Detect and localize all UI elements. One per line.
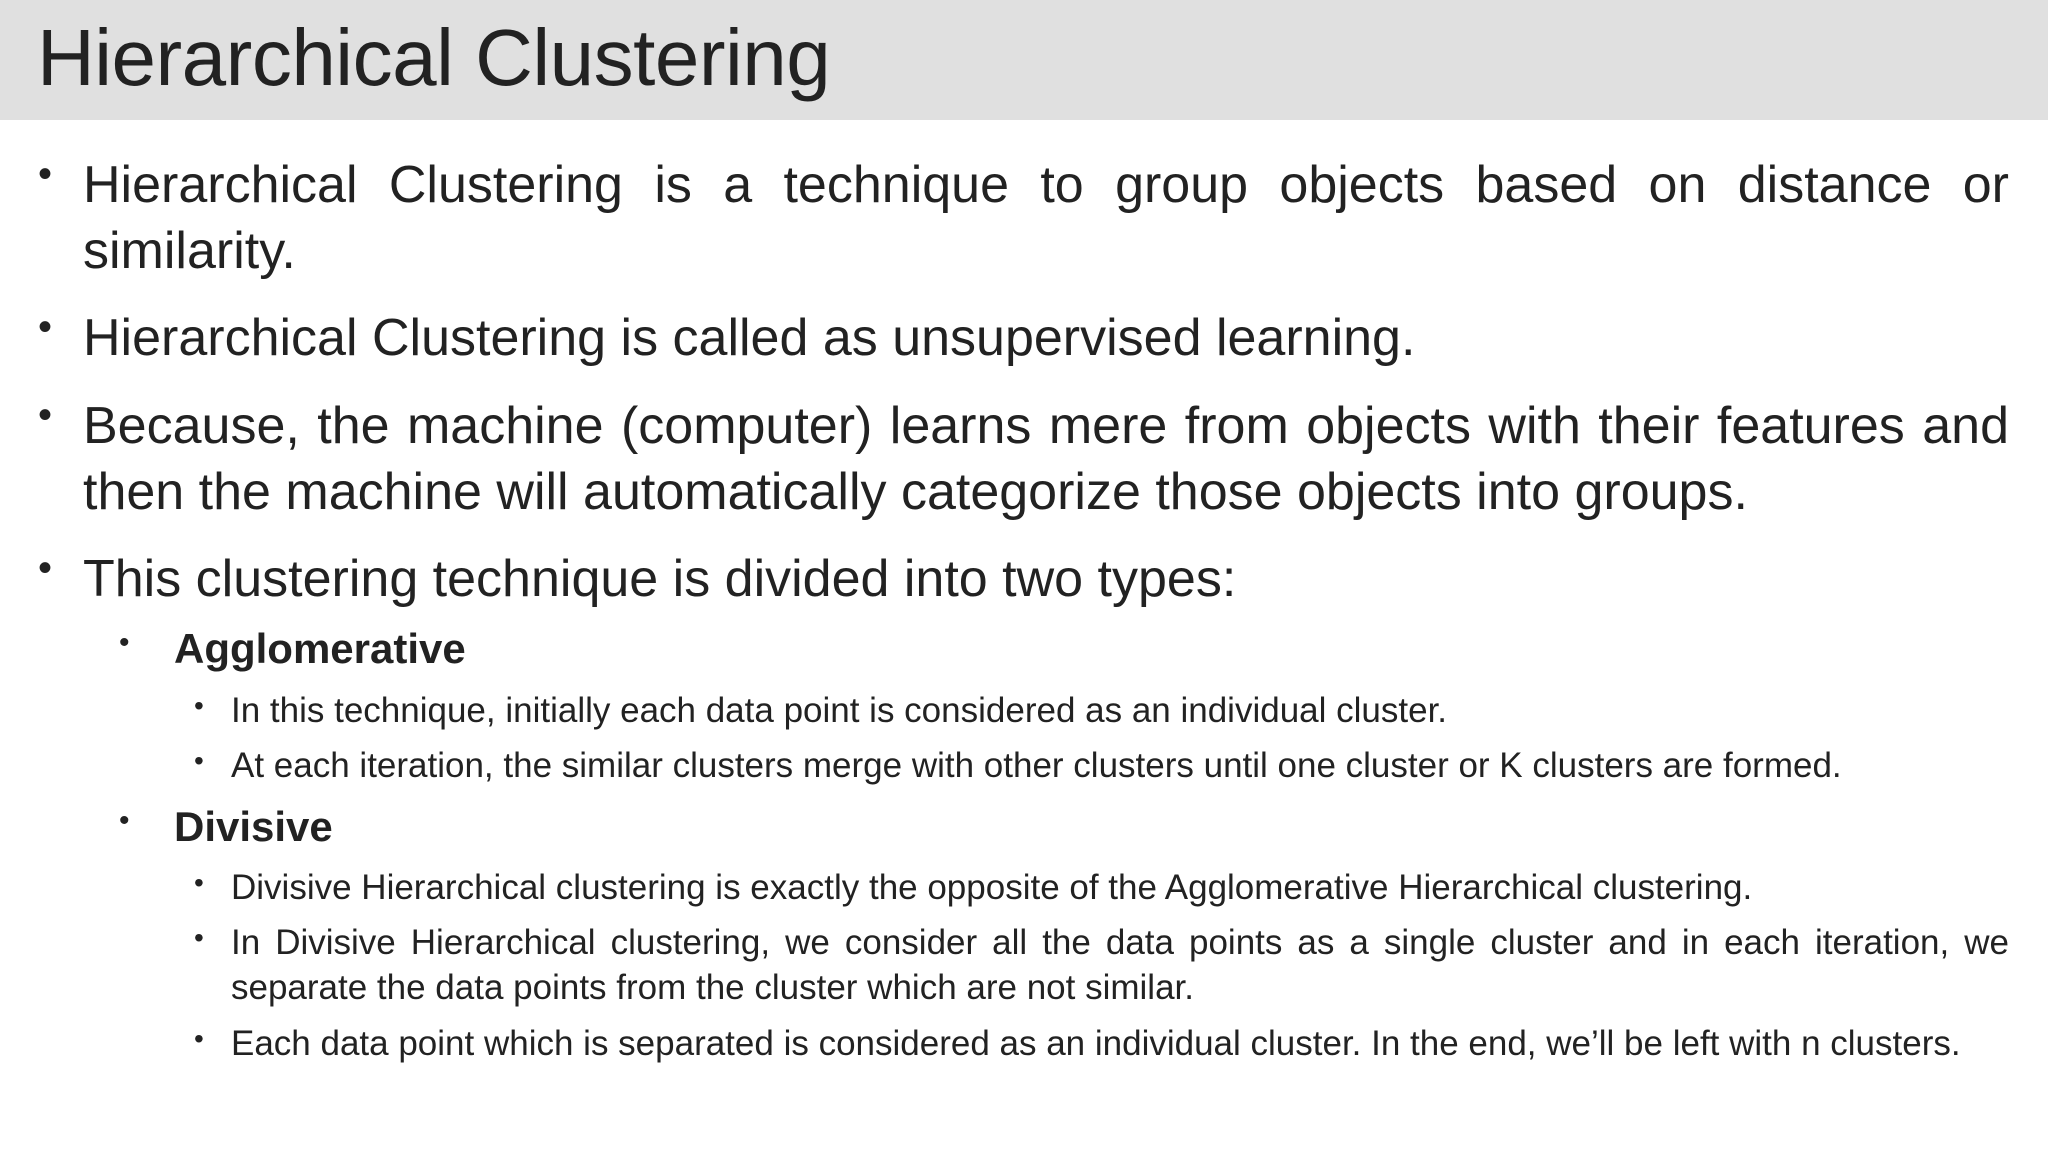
- bullet-text: Because, the machine (computer) learns mere from objects with their features and then the machine will automatically categorize those objects into groups.: [83, 397, 2009, 521]
- type-heading-agglomerative: [119, 622, 2009, 676]
- type-name: Agglomerative: [174, 625, 466, 672]
- type-detail: [194, 688, 2009, 733]
- bullet-marker: •: [194, 922, 204, 953]
- detail-text: In Divisive Hierarchical clustering, we consider all the data points as a single cluster and in each iteration, we separate the data points from the cluster which are not similar.: [231, 923, 2009, 1007]
- bullet-text: Hierarchical Clustering is a technique to group objects based on distance or similarity.: [83, 156, 2009, 280]
- type-heading-divisive: [119, 800, 2009, 854]
- bullet-marker: •: [194, 745, 204, 776]
- bullet-marker: •: [194, 690, 204, 721]
- bullet-text: Hierarchical Clustering is called as unsupervised learning.: [83, 309, 1416, 367]
- bullet-marker: •: [119, 626, 130, 659]
- bullet-marker: •: [38, 393, 53, 437]
- bullet-marker: •: [194, 867, 204, 898]
- bullet-marker: •: [38, 152, 53, 196]
- slide-title: Hierarchical Clustering: [37, 13, 831, 102]
- bullet-marker: •: [38, 305, 53, 349]
- detail-text: Divisive Hierarchical clustering is exactly the opposite of the Agglomerative Hierarchical clustering.: [231, 868, 1753, 907]
- type-detail: [194, 865, 2009, 910]
- type-detail: [194, 1021, 2009, 1066]
- type-detail: [194, 743, 2009, 788]
- bullet-point: [38, 305, 2009, 371]
- bullet-point: [38, 546, 2009, 612]
- type-name: Divisive: [174, 803, 333, 850]
- bullet-text: This clustering technique is divided into two types:: [83, 550, 1237, 608]
- detail-text: Each data point which is separated is considered as an individual cluster. In the end, we’ll be left with n clusters.: [231, 1024, 1961, 1063]
- bullet-point: [38, 152, 2009, 284]
- type-detail: [194, 920, 2009, 1010]
- bullet-marker: •: [119, 804, 130, 837]
- detail-text: At each iteration, the similar clusters merge with other clusters until one cluster or K clusters are formed.: [231, 746, 1842, 785]
- bullet-marker: •: [194, 1023, 204, 1054]
- bullet-marker: •: [38, 546, 53, 590]
- detail-text: In this technique, initially each data point is considered as an individual cluster.: [231, 691, 1448, 730]
- bullet-point: [38, 393, 2009, 525]
